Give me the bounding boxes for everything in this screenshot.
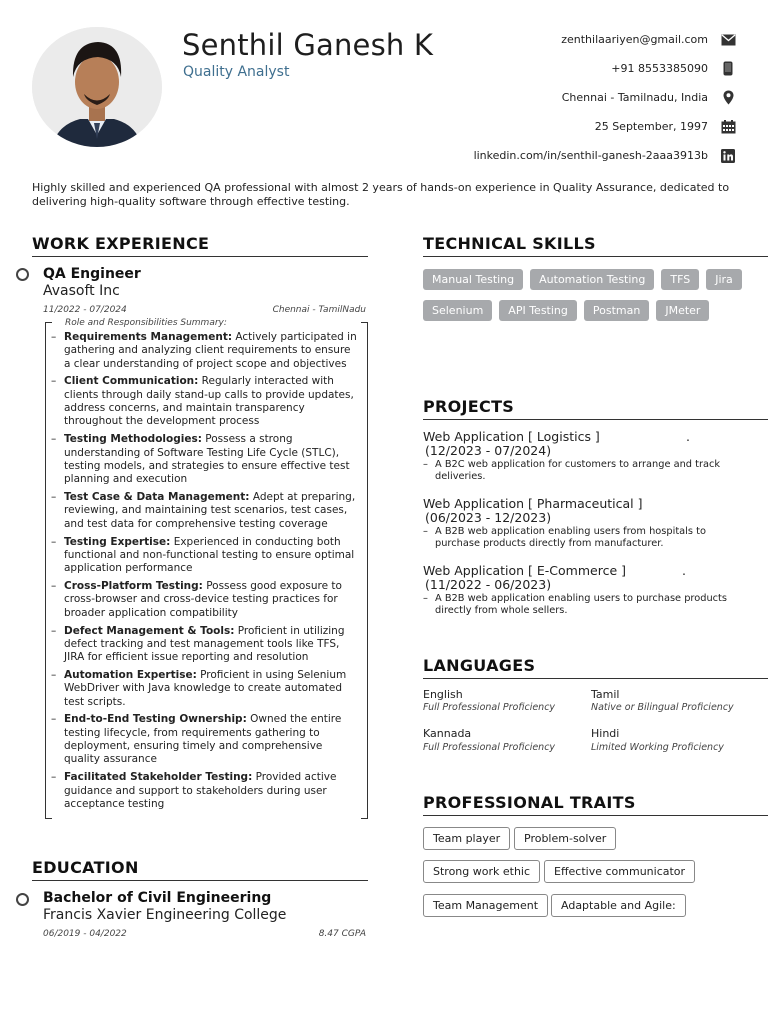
project-dates: (06/2023 - 12/2023) <box>425 510 552 525</box>
item-heading: End-to-End Testing Ownership: <box>64 713 247 726</box>
item-heading: Testing Methodologies: <box>64 433 202 446</box>
item-heading: Facilitated Stakeholder Testing: <box>64 771 253 784</box>
project-title: Web Application [ E-Commerce ] <box>423 563 626 578</box>
list-item <box>50 771 358 811</box>
skill-tag: JMeter <box>656 300 709 321</box>
project-title: Web Application [ Pharmaceutical ] <box>423 496 643 511</box>
professional-summary: Highly skilled and experienced QA professional with almost 2 years of hands-on experience in Quality Assurance, dedicated to delivering high-quality software through effective testing. <box>32 181 730 208</box>
timeline-dot <box>16 268 29 281</box>
list-item <box>50 331 358 371</box>
project-dates: (12/2023 - 07/2024) <box>425 443 552 458</box>
envelope-icon <box>720 32 736 48</box>
item-heading: Client Communication: <box>64 375 199 388</box>
location-pin-icon <box>720 90 736 106</box>
item-text: Experienced in conducting both functional and non-functional testing to ensure optimal application performance <box>64 535 355 575</box>
section-title-projects: PROJECTS <box>423 397 768 420</box>
job-company: Avasoft Inc <box>43 283 120 299</box>
list-item <box>50 536 358 576</box>
item-text: Provided active guidance and support to stakeholders during user acceptance testing <box>64 771 337 810</box>
skill-tag: API Testing <box>499 300 577 321</box>
item-heading: Testing Expertise: <box>64 535 171 548</box>
section-title-technical-skills: TECHNICAL SKILLS <box>423 234 768 257</box>
project-description: – A B2C web application for customers to arrange and track deliveries. <box>423 459 735 482</box>
education-school: Francis Xavier Engineering College <box>43 907 287 923</box>
contact-phone[interactable] <box>406 54 736 83</box>
trait-tag: Team player <box>423 827 510 850</box>
item-heading: Defect Management & Tools: <box>64 624 235 637</box>
contact-linkedin-text[interactable]: linkedin.com/in/senthil-ganesh-2aaa3913b <box>473 149 708 162</box>
contact-location-text: Chennai - Tamilnadu, India <box>561 91 708 104</box>
project-mark: . <box>686 429 690 444</box>
list-item <box>50 491 358 531</box>
skill-tag: Jira <box>706 269 742 290</box>
bracket-right <box>361 322 368 819</box>
job-title: QA Engineer <box>43 266 141 282</box>
trait-tag: Problem-solver <box>514 827 616 850</box>
contact-birthdate-text: 25 September, 1997 <box>594 120 708 133</box>
language-level: Full Professional Proficiency <box>423 742 556 753</box>
contact-phone-text[interactable]: +91 8553385090 <box>611 62 708 75</box>
item-heading: Test Case & Data Management: <box>64 491 250 504</box>
item-text: Owned the entire testing lifecycle, from requirements gathering to deployment, ensuring timely and comprehensive quality assurance <box>64 713 342 766</box>
item-text: Regularly interacted with clients through daily stand-up calls to provide updates, address concerns, and maintain transparency throughout the development process <box>64 375 354 428</box>
item-text: Proficient in using Selenium WebDriver with Java knowledge to create automated test scripts. <box>64 668 347 708</box>
project-mark: . <box>682 563 686 578</box>
contact-email-text[interactable]: zenthilaariyen@gmail.com <box>561 33 708 46</box>
candidate-name: Senthil Ganesh K <box>182 28 434 62</box>
linkedin-icon <box>720 148 736 164</box>
item-text: Adept at preparing, reviewing, and maintaining test scenarios, test cases, and test data for comprehensive testing coverage <box>64 491 356 530</box>
list-item <box>50 375 358 428</box>
item-text: Possess a strong understanding of Software Testing Life Cycle (STLC), testing models, and strategies to ensure effective test planning and execution <box>64 433 350 486</box>
item-text: Possess good exposure to cross-browser and cross-device testing practices for broader application compatibility <box>64 580 342 619</box>
list-item <box>50 625 358 665</box>
skill-tag: Manual Testing <box>423 269 523 290</box>
education-dates: 06/2019 - 04/2022 <box>43 929 127 939</box>
trait-tag: Team Management <box>423 894 548 917</box>
section-title-work-experience: WORK EXPERIENCE <box>32 234 368 257</box>
language-level: Full Professional Proficiency <box>423 702 556 713</box>
contact-email[interactable] <box>406 25 736 54</box>
project-dates: (11/2022 - 06/2023) <box>425 577 552 592</box>
language-level: Limited Working Proficiency <box>591 742 724 753</box>
language-name: Hindi <box>591 727 620 740</box>
project-description: – A B2B web application enabling users to purchase products directly from whole sellers. <box>423 593 735 616</box>
list-item <box>50 433 358 486</box>
item-heading: Cross-Platform Testing: <box>64 580 203 593</box>
language-name: Tamil <box>591 688 620 701</box>
item-text: Proficient in utilizing defect tracking and test management tools like TFS, JIRA for efficient issue reporting and resolution <box>64 624 345 664</box>
responsibilities-label: Role and Responsibilities Summary: <box>65 318 227 328</box>
contact-list <box>406 25 736 170</box>
project-title: Web Application [ Logistics ] <box>423 429 600 444</box>
list-item <box>50 713 358 766</box>
profile-photo <box>32 27 162 147</box>
item-heading: Requirements Management: <box>64 331 233 343</box>
trait-tag: Adaptable and Agile: <box>551 894 686 917</box>
responsibilities-list <box>50 331 358 816</box>
contact-birthdate <box>406 112 736 141</box>
trait-tag: Strong work ethic <box>423 860 540 883</box>
timeline-dot <box>16 893 29 906</box>
skill-tag: Postman <box>584 300 649 321</box>
contact-location <box>406 83 736 112</box>
candidate-role: Quality Analyst <box>183 64 290 80</box>
section-title-languages: LANGUAGES <box>423 656 768 679</box>
trait-tag: Effective communicator <box>544 860 695 883</box>
list-item <box>50 580 358 620</box>
section-title-education: EDUCATION <box>32 858 368 881</box>
skill-tag: TFS <box>661 269 699 290</box>
contact-linkedin[interactable] <box>406 141 736 170</box>
calendar-icon <box>720 119 736 135</box>
item-text: Actively participated in gathering and analyzing client requirements to ensure a clear understanding of project scope and objectives <box>64 331 357 370</box>
project-description: – A B2B web application enabling users from hospitals to purchase products directly from manufacturer. <box>423 526 735 549</box>
skills-list <box>423 269 763 331</box>
skill-tag: Selenium <box>423 300 492 321</box>
education-grade: 8.47 CGPA <box>318 929 366 939</box>
skill-tag: Automation Testing <box>530 269 654 290</box>
language-level: Native or Bilingual Proficiency <box>591 702 734 713</box>
education-degree: Bachelor of Civil Engineering <box>43 890 272 906</box>
phone-icon <box>720 61 736 77</box>
item-heading: Automation Expertise: <box>64 668 197 681</box>
language-name: English <box>423 688 463 701</box>
language-name: Kannada <box>423 727 472 740</box>
job-dates: 11/2022 - 07/2024 <box>43 305 127 315</box>
section-title-professional-traits: PROFESSIONAL TRAITS <box>423 793 768 816</box>
job-location: Chennai - TamilNadu <box>272 305 366 315</box>
list-item <box>50 669 358 709</box>
